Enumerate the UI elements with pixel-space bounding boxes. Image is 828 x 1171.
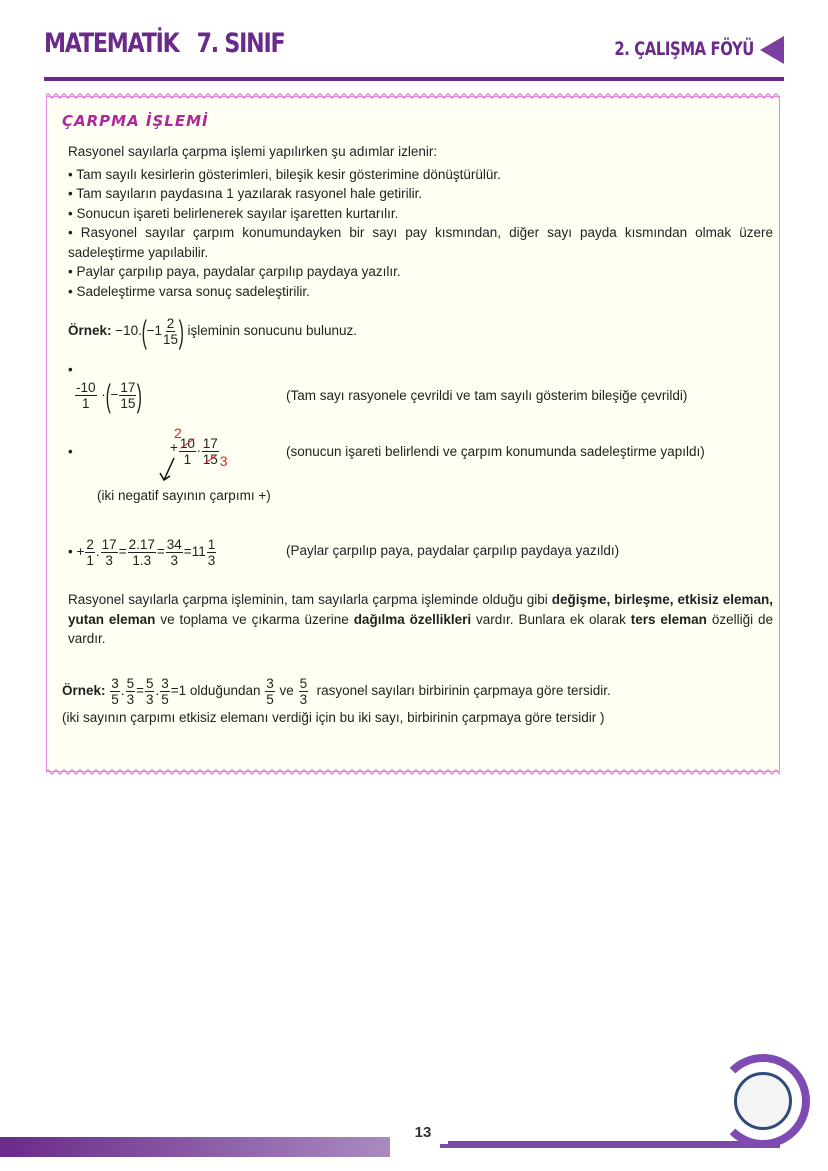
grade: 7. SINIF [196,28,285,59]
step-item: • Sonucun işareti belirlenerek sayılar işaretten kurtarılır. [68,206,399,221]
footer-line [440,1141,780,1148]
step-3-note: (Paylar çarpılıp paya, paydalar çarpılıp paydaya yazıldı) [286,543,620,558]
page-header-subject [44,28,302,59]
text: ve [279,683,294,699]
arrow-icon [158,456,178,484]
fraction [160,676,170,707]
bullet: • [68,544,73,560]
fraction [110,676,120,707]
fraction [126,676,136,707]
numerator: 3 [161,676,169,691]
denominator: 5 [111,692,119,707]
numerator: 34 [166,537,182,552]
text: ve toplama ve çıkarma üzerine [155,611,354,627]
wavy-border-bottom [46,768,780,776]
text: Rasyonel sayılarla çarpma işleminin, tam sayılarla çarpma işleminde olduğu gibi [68,592,552,607]
fraction [101,537,118,568]
denominator: 15 [163,332,179,347]
denominator: 1 [183,451,192,467]
fraction [207,537,217,568]
denominator: 5 [266,692,274,707]
whole: 11 [191,544,206,560]
fraction [299,676,309,707]
denominator: 15 [202,451,218,467]
bullet: • [68,444,73,459]
fraction [179,436,196,467]
bullet: • [68,362,73,377]
minus: − [110,387,119,403]
text: özelliği de vardır. [68,611,774,646]
equals: = [156,544,165,560]
step-1-note: (Tam sayı rasyonele çevrildi ve tam sayılı gösterim bileşiğe çevrildi) [286,388,688,403]
fraction [166,537,183,568]
properties-paragraph [68,590,773,649]
sign: + [76,544,85,560]
step-1-expr [74,377,143,414]
denominator: 3 [105,553,113,568]
numerator: 17 [202,435,218,451]
paren: ( [105,377,111,414]
denominator: 1 [82,396,90,411]
logo-emblem-icon [734,1072,792,1130]
denominator: 3 [145,692,154,707]
numerator: 5 [126,676,135,691]
fraction [119,380,136,411]
numerator: 1 [207,537,216,552]
fraction [75,380,97,411]
fraction [85,537,95,568]
numerator: 2 [166,316,175,331]
fraction [145,676,155,707]
bold-text: değişme, birleşme, etkisiz eleman, yutan eleman [68,592,773,627]
paren: ) [178,313,185,350]
example-2: Örnek: $\frac{3}{5}$ . $\frac{5}{3}$ = $\frac{5}{3}$ . $\frac{3}{5}$ =1 olduğundan $\frac{3}{5}$ ve $\frac{5}{3}$ rasyonel sayıları birbirinin çarpmaya göre tersidir. [62,676,611,707]
denominator: 3 [299,692,308,707]
step-3-expr: • + $\frac{2}{1}$ . $\frac{17}{3}$ = $\frac{2.17}{1.3}$ = $\frac{34}{3}$ =11 $\frac{1}{3}$ [68,537,216,568]
denominator: 1.3 [132,553,152,568]
text: vardır. Bunlara ek olarak [471,611,631,627]
reduced-denominator: 3 [219,453,228,469]
example-1-question [68,313,358,350]
step-2-note: (sonucun işareti belirlendi ve çarpım konumunda sadeleştirme yapıldı) [286,444,705,459]
subject: MATEMATİK [44,28,179,59]
section-title: ÇARPMA İŞLEMİ [62,112,209,130]
fraction [163,316,178,347]
step-item: • Paylar çarpılıp paya, paydalar çarpılıp paydaya yazılır. [68,264,401,279]
step-item: • Tam sayılı kesirlerin gösterimleri, bileşik kesir gösterimine dönüştürülür. [68,167,501,182]
sheet-title: 2. ÇALIŞMA FÖYÜ [614,38,754,60]
paren: ) [137,377,143,414]
header-divider [44,77,784,81]
numerator: 3 [111,676,119,691]
dot: . [196,440,201,455]
dot: · [101,387,106,403]
numerator: 3 [266,676,274,691]
numerator: 5 [299,676,308,691]
equals: = [118,544,127,560]
denominator: 3 [207,553,216,568]
expr: −10. [115,323,142,339]
reduced-numerator: 2 [174,425,182,441]
numerator: 17 [120,380,136,395]
intro-text: Rasyonel sayılarla çarpma işlemi yapılırken şu adımlar izlenir: [68,144,438,159]
denominator: 3 [170,553,179,568]
denominator: 3 [126,692,135,707]
institution-logo [716,1054,810,1148]
numerator: 10 [179,435,195,451]
numerator: 2.17 [128,537,155,552]
example-2-note: (iki sayının çarpımı etkisiz elemanı verdiği için bu iki sayı, birbirinin çarpmaya göre tersidir ) [62,710,605,725]
fraction [202,436,219,467]
bold-text: ters eleman [630,611,707,627]
numerator: 2 [86,537,94,552]
page-number: 13 [398,1122,448,1144]
paren: ( [141,313,147,350]
step-item: • Tam sayıların paydasına 1 yazılarak rasyonel hale getirilir. [68,186,423,201]
footer-bar [0,1137,390,1157]
text: rasyonel sayıları birbirinin çarpmaya göre tersidir. [316,683,611,699]
step-2-expr [170,426,228,467]
whole: −1 [146,323,162,339]
bold-text: dağılma özellikleri [353,611,472,627]
step-2-arrow-note: (iki negatif sayının çarpımı +) [97,488,271,503]
numerator: 5 [145,676,154,691]
step-item: • Rasyonel sayılar çarpım konumundayken bir sayı pay kısmından, diğer sayı payda kısmından olmak üzere sadeleştirme yapılabilir. [68,225,773,260]
example-label: Örnek: [68,323,112,339]
sign: + [170,440,178,455]
step-item: • Sadeleştirme varsa sonuç sadeleştirilir. [68,284,310,299]
denominator: 1 [86,553,94,568]
example-label: Örnek: [62,683,106,699]
question-text: işleminin sonucunu bulunuz. [187,323,358,339]
equals: = [183,544,192,560]
fraction [265,676,275,707]
fraction [128,537,156,568]
denominator: 5 [161,692,169,707]
result-text: =1 olduğundan [170,683,261,699]
wavy-border-top [46,92,780,100]
numerator: 17 [101,537,117,552]
denominator: 15 [120,396,136,411]
numerator: -10 [76,380,96,395]
triangle-left-icon [760,36,784,64]
